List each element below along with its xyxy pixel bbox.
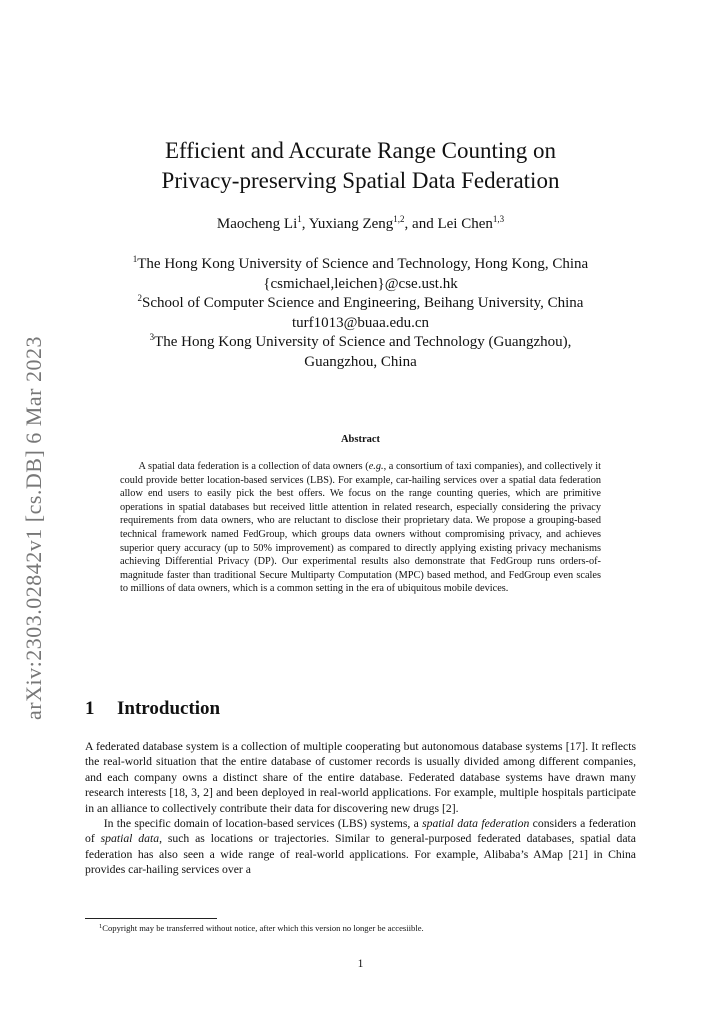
author-affil-mark: 1,2 — [393, 214, 405, 224]
footnote-rule — [85, 918, 217, 919]
author-name: Maocheng Li — [216, 216, 298, 232]
affil-text: The Hong Kong University of Science and Technology (Guangzhou), — [154, 334, 572, 350]
author-name: Yuxiang Zeng — [308, 216, 394, 232]
abstract-body — [120, 460, 601, 596]
affil-mark: 1 — [132, 254, 138, 264]
abstract-heading: Abstract — [340, 434, 381, 445]
affiliation-line — [0, 255, 721, 275]
author-separator: , and — [404, 216, 438, 232]
intro-paragraph-2 — [85, 816, 636, 878]
email-text: {csmichael,leichen}@cse.ust.hk — [263, 275, 458, 292]
abstract-text: , a consortium of taxi companies), and collectively it could provide better location-based services (LBS). For example, car-hailing services over a spatial data federation allow end users to easily pick the best offers. We focus on the range counting queries, which are primitive operations in spatial databases but received little attention in related research, especially considering the privacy requirements from data owners, who are reluctant to disclose their proprietary data. We propose a grouping-based technical framework named FedGroup, which groups data owners without compromising privacy, and achieves superior query accuracy (up to 50% improvement) as compared to directly applying existing privacy mechanisms achieving Differential Privacy (DP). Our experimental results also demonstrate that FedGroup runs orders-of-magnitude faster than traditional Secure Multiparty Computation (MPC) based method, and FedGroup even scales to millions of data owners, which is a common setting in the era of ubiquitous mobile devices. — [120, 461, 602, 595]
intro-paragraph-1: A federated database system is a collection of multiple cooperating but autonomous database systems [17]. It reflects the real-world situation that the entire database of customer records is usually divided among different companies, and each company owns a distinct share of the entire database. Federated database systems have drawn many research interests [18, 3, 2] and been deployed in real-world applications. For example, multiple hospitals participate in an alliance to collectively contribute their data for discovering new drugs [2]. — [85, 740, 636, 815]
affiliation-line — [0, 333, 721, 353]
section-number: 1 — [85, 698, 95, 719]
paper-title — [0, 136, 721, 196]
para-emphasis: spatial data federation — [422, 817, 530, 831]
email-text: turf1013@buaa.edu.cn — [291, 314, 430, 331]
para-text: In the specific domain of location-based services (LBS) systems, a — [103, 817, 423, 831]
footnote — [85, 923, 424, 933]
affil-text: The Hong Kong University of Science and Technology, Hong Kong, China — [137, 256, 589, 272]
footnote-mark: 1 — [99, 923, 103, 930]
section-title: Introduction — [117, 698, 221, 719]
title-line-1: Efficient and Accurate Range Counting on — [164, 138, 557, 163]
affiliation-line — [0, 294, 721, 314]
arxiv-stamp — [14, 318, 54, 738]
affil-text: School of Computer Science and Engineering, Beihang University, China — [142, 295, 584, 311]
intro-body — [85, 739, 636, 878]
para-text: considers a federation of — [85, 817, 637, 846]
section-heading — [85, 698, 220, 720]
affil-mark: 2 — [137, 293, 143, 303]
abstract-emphasis: e.g. — [368, 461, 384, 472]
page-number: 1 — [357, 958, 364, 970]
para-text: , such as locations or trajectories. Similar to general-purposed federated databases, spatial data federation has also seen a wide range of real-world applications. For example, Alibaba’s AMap [21] in China provides car-hailing services over a — [85, 832, 636, 877]
para-emphasis: spatial data — [100, 832, 160, 846]
affil-mark: 3 — [149, 332, 155, 342]
affiliation-email — [0, 314, 721, 334]
affiliation-email — [0, 275, 721, 295]
abstract-text: A spatial data federation is a collection of data owners ( — [138, 461, 369, 472]
author-affil-mark: 1,3 — [492, 214, 505, 224]
title-line-2: Privacy-preserving Spatial Data Federation — [161, 168, 560, 193]
arxiv-stamp-text: arXiv:2303.02842v1 [cs.DB] 6 Mar 2023 — [21, 336, 46, 720]
author-name: Lei Chen — [437, 216, 493, 232]
affiliation-line — [0, 353, 721, 373]
affiliations — [0, 255, 721, 372]
affil-text: Guangzhou, China — [304, 353, 417, 370]
author-list — [0, 216, 721, 233]
footnote-text: Copyright may be transferred without notice, after which this version no longer be accesiible. — [102, 923, 424, 933]
author-separator: , — [301, 216, 309, 232]
author-affil-mark: 1 — [297, 214, 302, 224]
